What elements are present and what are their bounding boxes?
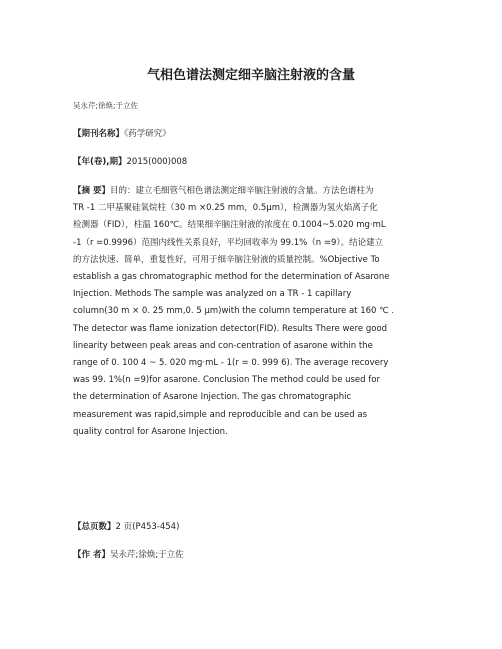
- journal-field: [73, 127, 171, 139]
- abstract-line: [73, 183, 435, 200]
- pages-value: 2 页(P453-454): [115, 522, 180, 532]
- abstract-text: 目的：建立毛细管气相色谱法测定细辛脑注射液的含量。方法色谱柱为: [109, 186, 374, 196]
- journal-value: 《药学研究》: [124, 129, 171, 139]
- abstract-line: column(30 m × 0. 25 mm,0. 5 μm)with the column temperature at 160 ℃ .: [73, 306, 395, 317]
- page-title: 气相色谱法测定细辛脑注射液的含量: [146, 68, 355, 83]
- abstract-line: measurement was rapid,simple and reproducible and can be used as: [73, 409, 368, 420]
- abstract-line: TR -1 二甲基聚硅氧烷柱（30 m ×0.25 mm，0.5μm），检测器为氢火焰离子化: [73, 203, 378, 214]
- author-field: [73, 548, 184, 560]
- pages-field: [73, 520, 179, 532]
- abstract-line: linearity between peak areas and con-centration of asarone within the: [73, 340, 373, 351]
- author-label: 【作 者】: [73, 550, 110, 560]
- year-issue-value: 2015(000)008: [126, 157, 188, 167]
- abstract-line: The detector was flame ionization detector(FID). Results There were good: [73, 323, 388, 334]
- abstract-line: establish a gas chromatographic method for the determination of Asarone: [73, 272, 390, 283]
- abstract-line: 的方法快速、简单，重复性好，可用于细辛脑注射液的质量控制。%Objective To: [73, 254, 380, 265]
- abstract-line: -1（r =0.9996）范围内线性关系良好，平均回收率为 99.1%（n =9）。结论建立: [73, 237, 384, 248]
- journal-label: 【期刊名称】: [73, 129, 125, 139]
- year-issue-label: 【年(卷),期】: [73, 157, 127, 167]
- abstract-line: was 99. 1%(n =9)for asarone. Conclusion The method could be used for: [73, 375, 380, 386]
- authors-line: 吴永芹;徐焕;于立佐: [73, 101, 139, 110]
- abstract-line: Injection. Methods The sample was analyzed on a TR - 1 capillary: [73, 289, 352, 300]
- pages-label: 【总页数】: [73, 522, 116, 532]
- abstract: [73, 183, 435, 441]
- abstract-line: the determination of Asarone Injection. The gas chromatographic: [73, 392, 352, 403]
- author-value: 吴永芹;徐焕;于立佐: [109, 550, 184, 560]
- abstract-label: 【摘 要】: [73, 186, 110, 196]
- abstract-line: 检测器（FID），柱温 160℃。结果细辛脑注射液的浓度在 0.1004~5.020 mg·mL: [73, 220, 386, 231]
- year-issue-field: [73, 155, 187, 167]
- abstract-line: quality control for Asarone Injection.: [73, 426, 228, 437]
- abstract-line: range of 0. 100 4 ~ 5. 020 mg·mL - 1(r = 0. 999 6). The average recovery: [73, 358, 389, 369]
